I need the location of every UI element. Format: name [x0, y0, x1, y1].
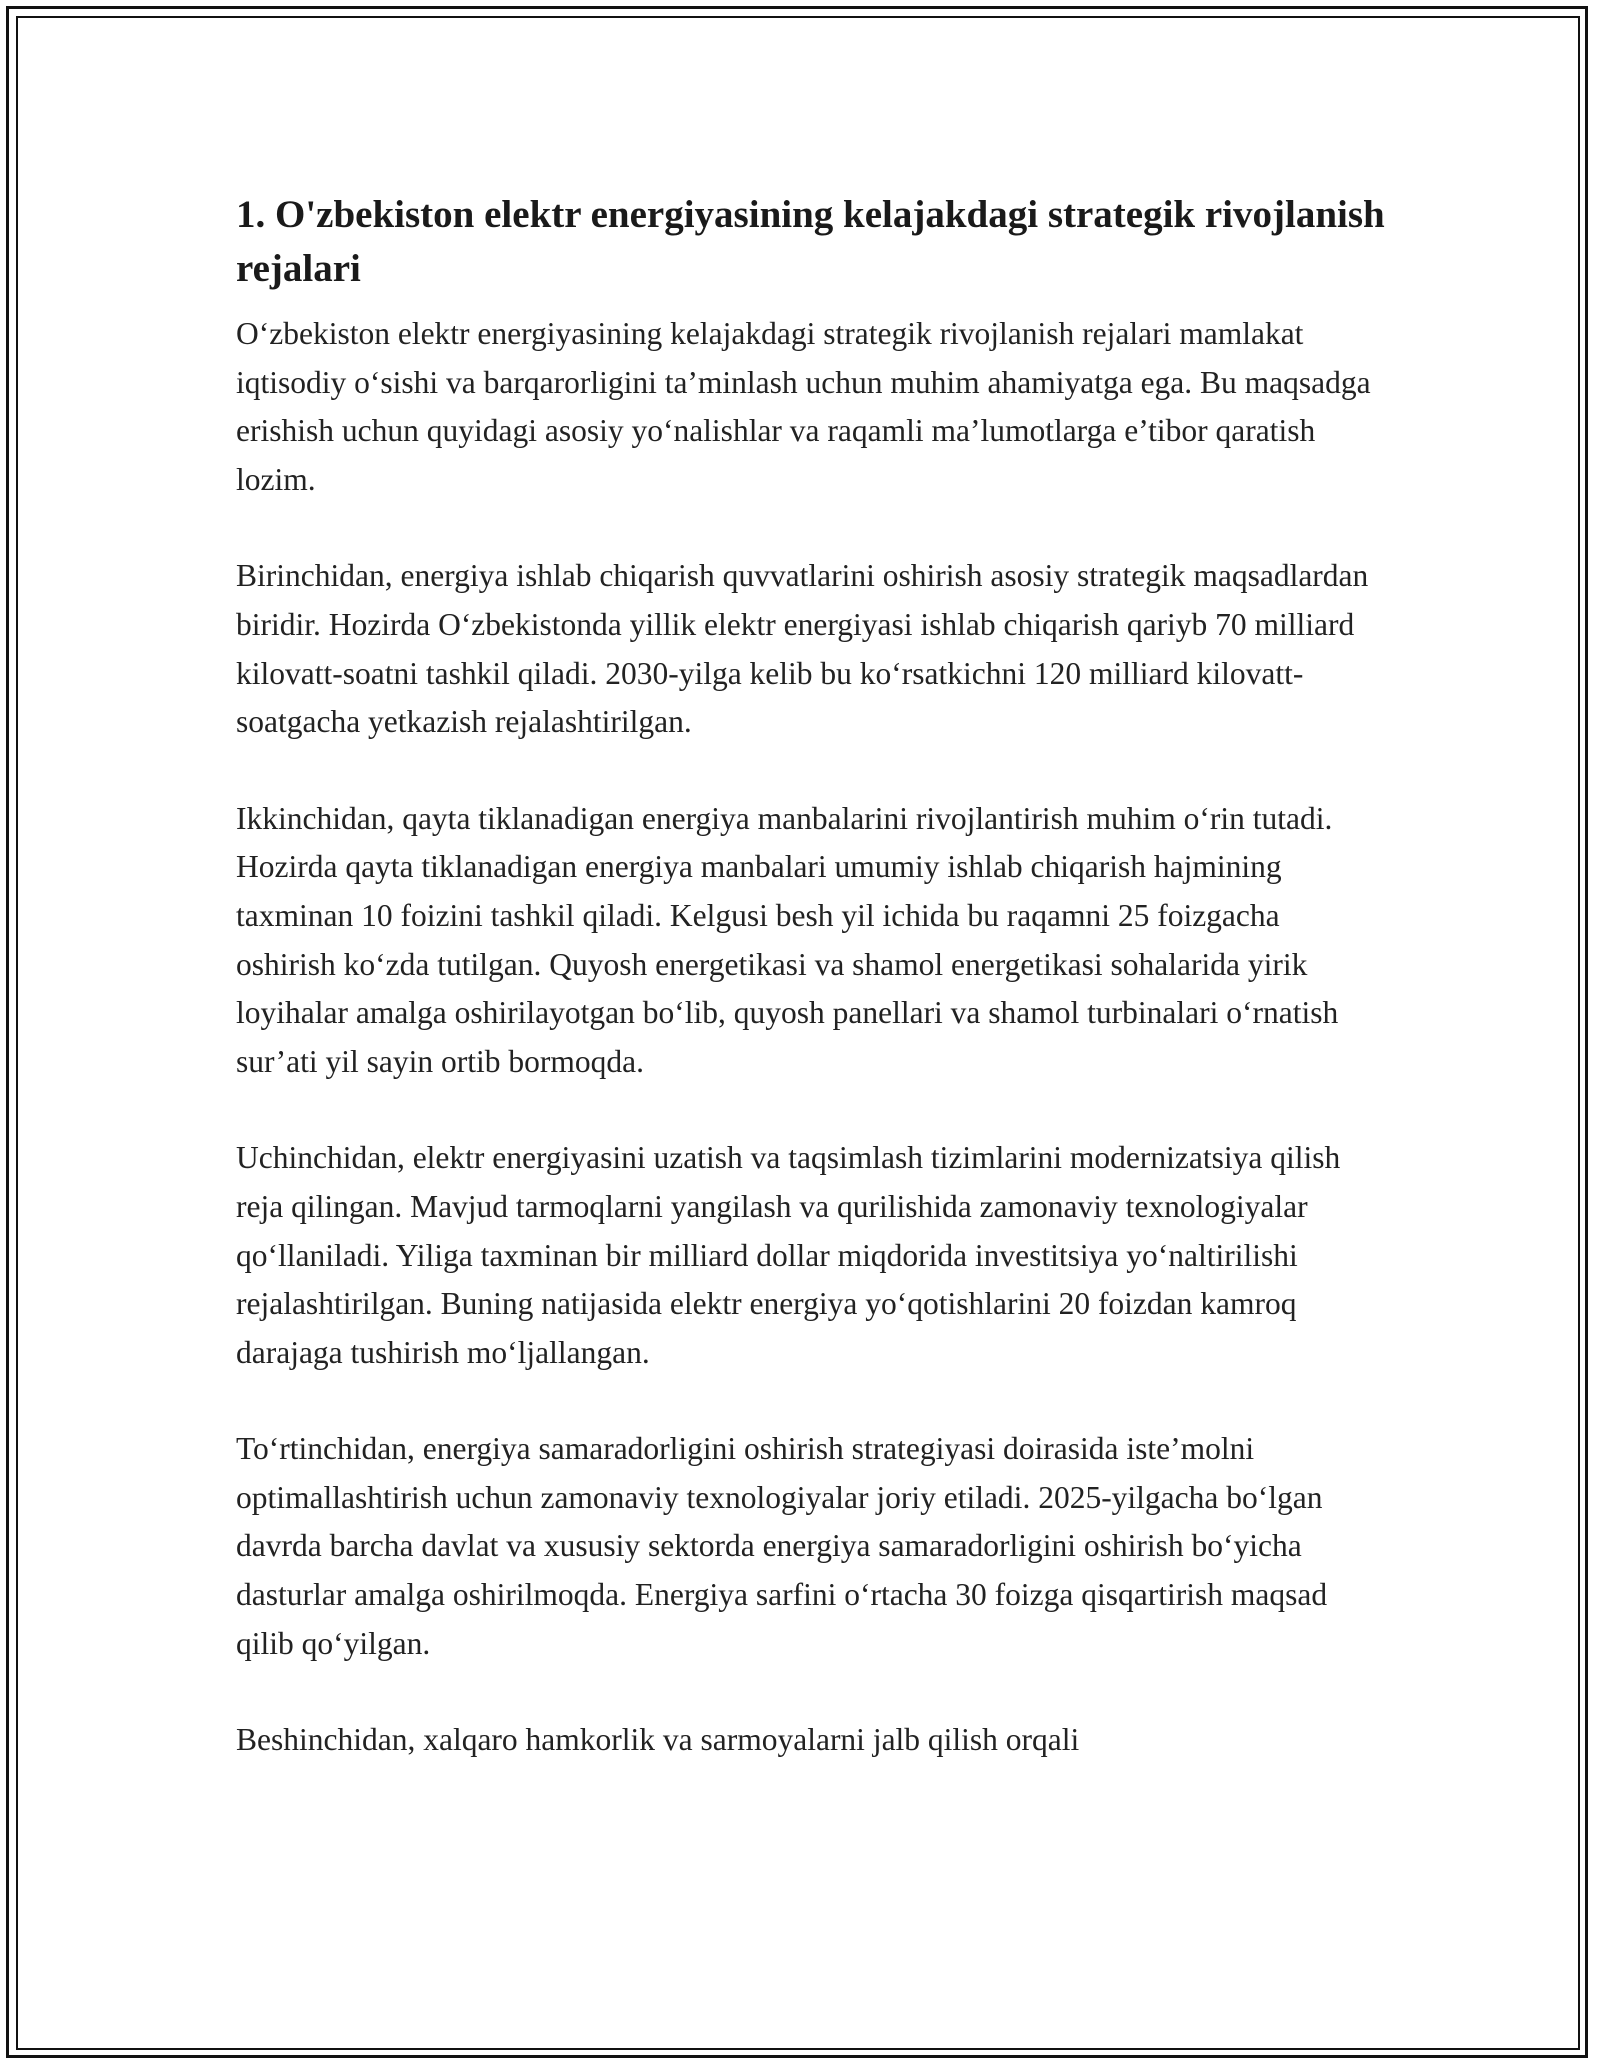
document-body: [236, 188, 1386, 1813]
paragraph-fourth: To‘rtinchidan, energiya samaradorligini oshirish strategiyasi doirasida iste’molni optimallashtirish uchun zamonaviy texnologiyalar joriy etiladi. 2025-yilgacha bo‘lgan davrda barcha davlat va xususiy sektorda energiya samaradorligini oshirish bo‘yicha dasturlar amalga oshirilmoqda. Energiya sarfini o‘rtacha 30 foizga qisqartirish maqsad qilib qo‘yilgan.: [236, 1431, 1328, 1661]
paragraph-intro: O‘zbekiston elektr energiyasining kelajakdagi strategik rivojlanish rejalari mamlakat iqtisodiy o‘sishi va barqarorligini ta’minlash uchun muhim ahamiyatga ega. Bu maqsadga erishish uchun quyidagi asosiy yo‘nalishlar va raqamli ma’lumotlarga e’tibor qaratish lozim.: [236, 316, 1371, 497]
paragraph-third: Uchinchidan, elektr energiyasini uzatish va taqsimlash tizimlarini modernizatsiya qilish reja qilingan. Mavjud tarmoqlarni yangilash va qurilishida zamonaviy texnologiyalar qo‘llaniladi. Yiliga taxminan bir milliard dollar miqdorida investitsiya yo‘naltirilishi rejalashtirilgan. Buning natijasida elektr energiya yo‘qotishlarini 20 foizdan kamroq darajaga tushirish mo‘ljallangan.: [236, 1140, 1341, 1370]
paragraph-fifth: Beshinchidan, xalqaro hamkorlik va sarmoyalarni jalb qilish orqali: [236, 1722, 1080, 1758]
paragraph-first: Birinchidan, energiya ishlab chiqarish quvvatlarini oshirish asosiy strategik maqsadlardan biridir. Hozirda O‘zbekistonda yillik elektr energiyasi ishlab chiqarish qariyb 70 milliard kilovatt-soatni tashkil qiladi. 2030-yilga kelib bu ko‘rsatkichni 120 milliard kilovatt-soatgacha yetkazish rejalashtirilgan.: [236, 558, 1369, 740]
document-title: 1. O'zbekiston elektr energiyasining kelajakdagi strategik rivojlanish rejalari: [236, 193, 1385, 290]
paragraph-second: Ikkinchidan, qayta tiklanadigan energiya manbalarini rivojlantirish muhim o‘rin tutadi. Hozirda qayta tiklanadigan energiya manbalari umumiy ishlab chiqarish hajmining taxminan 10 foizini tashkil qiladi. Kelgusi besh yil ichida bu raqamni 25 foizgacha oshirish ko‘zda tutilgan. Quyosh energetikasi va shamol energetikasi sohalarida yirik loyihalar amalga oshirilayotgan bo‘lib, quyosh panellari va shamol turbinalari o‘rnatish sur’ati yil sayin ortib bormoqda.: [236, 800, 1339, 1079]
